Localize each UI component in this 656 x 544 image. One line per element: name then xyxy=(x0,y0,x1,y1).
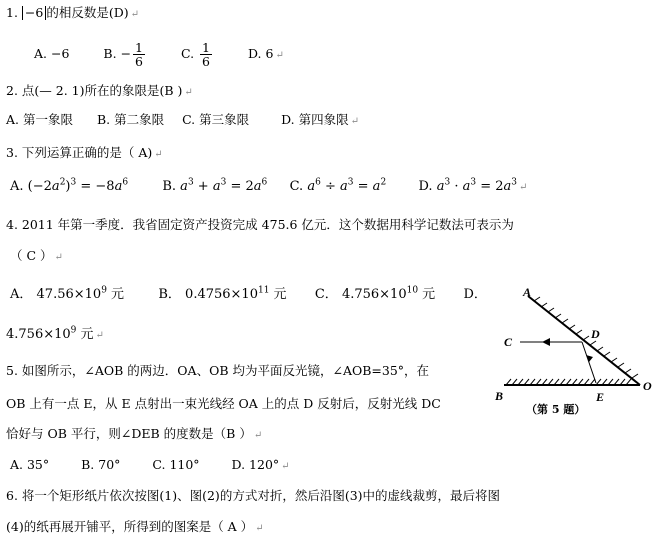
q2-option-b: B. 第二象限 xyxy=(96,112,165,127)
return-mark-icon: ↵ xyxy=(281,461,290,472)
label-c: C xyxy=(504,335,513,349)
q1-option-d: D. 6 xyxy=(247,46,274,61)
return-mark-icon: ↵ xyxy=(130,9,140,20)
mirror-oa xyxy=(528,296,640,385)
q4-option-d: $4.756\times 10^9$ 元 ↵ xyxy=(6,325,104,342)
q4-option-d-label: D． xyxy=(463,287,487,302)
return-mark-icon: ↵ xyxy=(350,116,360,127)
q5-options xyxy=(10,456,290,476)
q1-number: 1. xyxy=(6,5,18,20)
q4-option-b: B． $0.4756\times 10^{11}$ 元 xyxy=(158,285,287,302)
mirror-diagram xyxy=(490,282,656,422)
q1-stem xyxy=(6,4,139,24)
q6-line-2: (4)的纸再展开铺平，所得到的图案是（ A ） ↵ xyxy=(6,519,264,534)
incident-arrow-icon xyxy=(586,355,593,362)
return-mark-icon: ↵ xyxy=(253,430,263,441)
q3-option-b: B. $a^3 + a^3 = 2a^6$ xyxy=(162,177,268,194)
q4-answer: （ C ） ↵ xyxy=(10,248,63,263)
q1-text: 的相反数是(D) xyxy=(46,5,129,20)
q3-options xyxy=(10,178,527,197)
q4-stem: 4. 2011 年第一季度．我省固定资产投资完成 475.6 亿元．这个数据用科学记数法可表示为 xyxy=(6,217,514,232)
q5-line-2: OB 上有一点 E，从 E 点射出一束光线经 OA 上的点 D 反射后，反射光线 DC xyxy=(6,396,441,411)
q1-absolute-value: −6 xyxy=(22,6,46,20)
label-b: B xyxy=(495,389,504,403)
mirror-oa-hatching xyxy=(534,297,638,378)
figure-caption: （第 5 题） xyxy=(526,403,586,416)
q5-option-c: C. 110° xyxy=(152,457,200,472)
q3-option-c: C. $a^6 \div a^3 = a^2$ xyxy=(289,177,387,194)
q4-option-c: C． $4.756\times 10^{10}$ 元 xyxy=(314,285,436,302)
q1-options xyxy=(34,34,284,74)
return-mark-icon: ↵ xyxy=(95,330,104,341)
return-mark-icon: ↵ xyxy=(184,87,193,98)
q3-stem: 3. 下列运算正确的是（ A) ↵ xyxy=(6,145,163,160)
label-a: A xyxy=(523,285,532,299)
return-mark-icon: ↵ xyxy=(154,149,163,160)
label-d: D xyxy=(591,327,600,341)
return-mark-icon: ↵ xyxy=(519,182,528,193)
q5-option-a: A. 35° xyxy=(10,457,50,472)
q3-option-a: A. $(-2a^2)^3 = -8a^6$ xyxy=(10,177,129,194)
q2-option-c: C. 第三象限 xyxy=(182,112,250,127)
label-e: E xyxy=(596,390,605,404)
q5-line-3: 恰好与 OB 平行，则∠DEB 的度数是（B ） ↵ xyxy=(6,426,263,441)
q1-option-b: B. − $\frac{1}{6}$ xyxy=(103,39,143,69)
return-mark-icon: ↵ xyxy=(255,523,264,534)
q3-option-d: D. $a^3 \cdot a^3 = 2a^3$ xyxy=(418,177,518,194)
q2-options xyxy=(6,111,359,131)
q6-line-1: 6. 将一个矩形纸片依次按图(1)、图(2)的方式对折，然后沿图(3)中的虚线裁剪，最后将图 xyxy=(6,488,501,503)
label-o: O xyxy=(643,379,652,393)
reflected-arrow-icon xyxy=(542,338,550,346)
q4-options xyxy=(10,286,487,304)
q1-option-c: C. $\frac{1}{6}$ xyxy=(180,39,210,69)
q2-option-d: D. 第四象限 xyxy=(281,112,349,127)
q5-option-b: B. 70° xyxy=(81,457,121,472)
q5-line-1: 5. 如图所示，∠AOB 的两边．OA、OB 均为平面反光镜，∠AOB=35°，在 xyxy=(6,363,430,378)
fraction: $\frac{1}{6}$ xyxy=(135,39,143,69)
q2-stem: 2. 点(— 2. 1)所在的象限是(B ) ↵ xyxy=(6,83,193,98)
return-mark-icon: ↵ xyxy=(275,50,284,61)
q1-option-a: A. −6 xyxy=(34,46,70,61)
return-mark-icon: ↵ xyxy=(54,252,63,263)
q4-option-a: A． $47.56\times 10^9$ 元 xyxy=(10,285,125,302)
q2-option-a: A. 第一象限 xyxy=(6,112,73,127)
q5-option-d: D. 120° xyxy=(231,457,280,472)
fraction: $\frac{1}{6}$ xyxy=(202,39,210,69)
q5-figure xyxy=(490,282,656,422)
